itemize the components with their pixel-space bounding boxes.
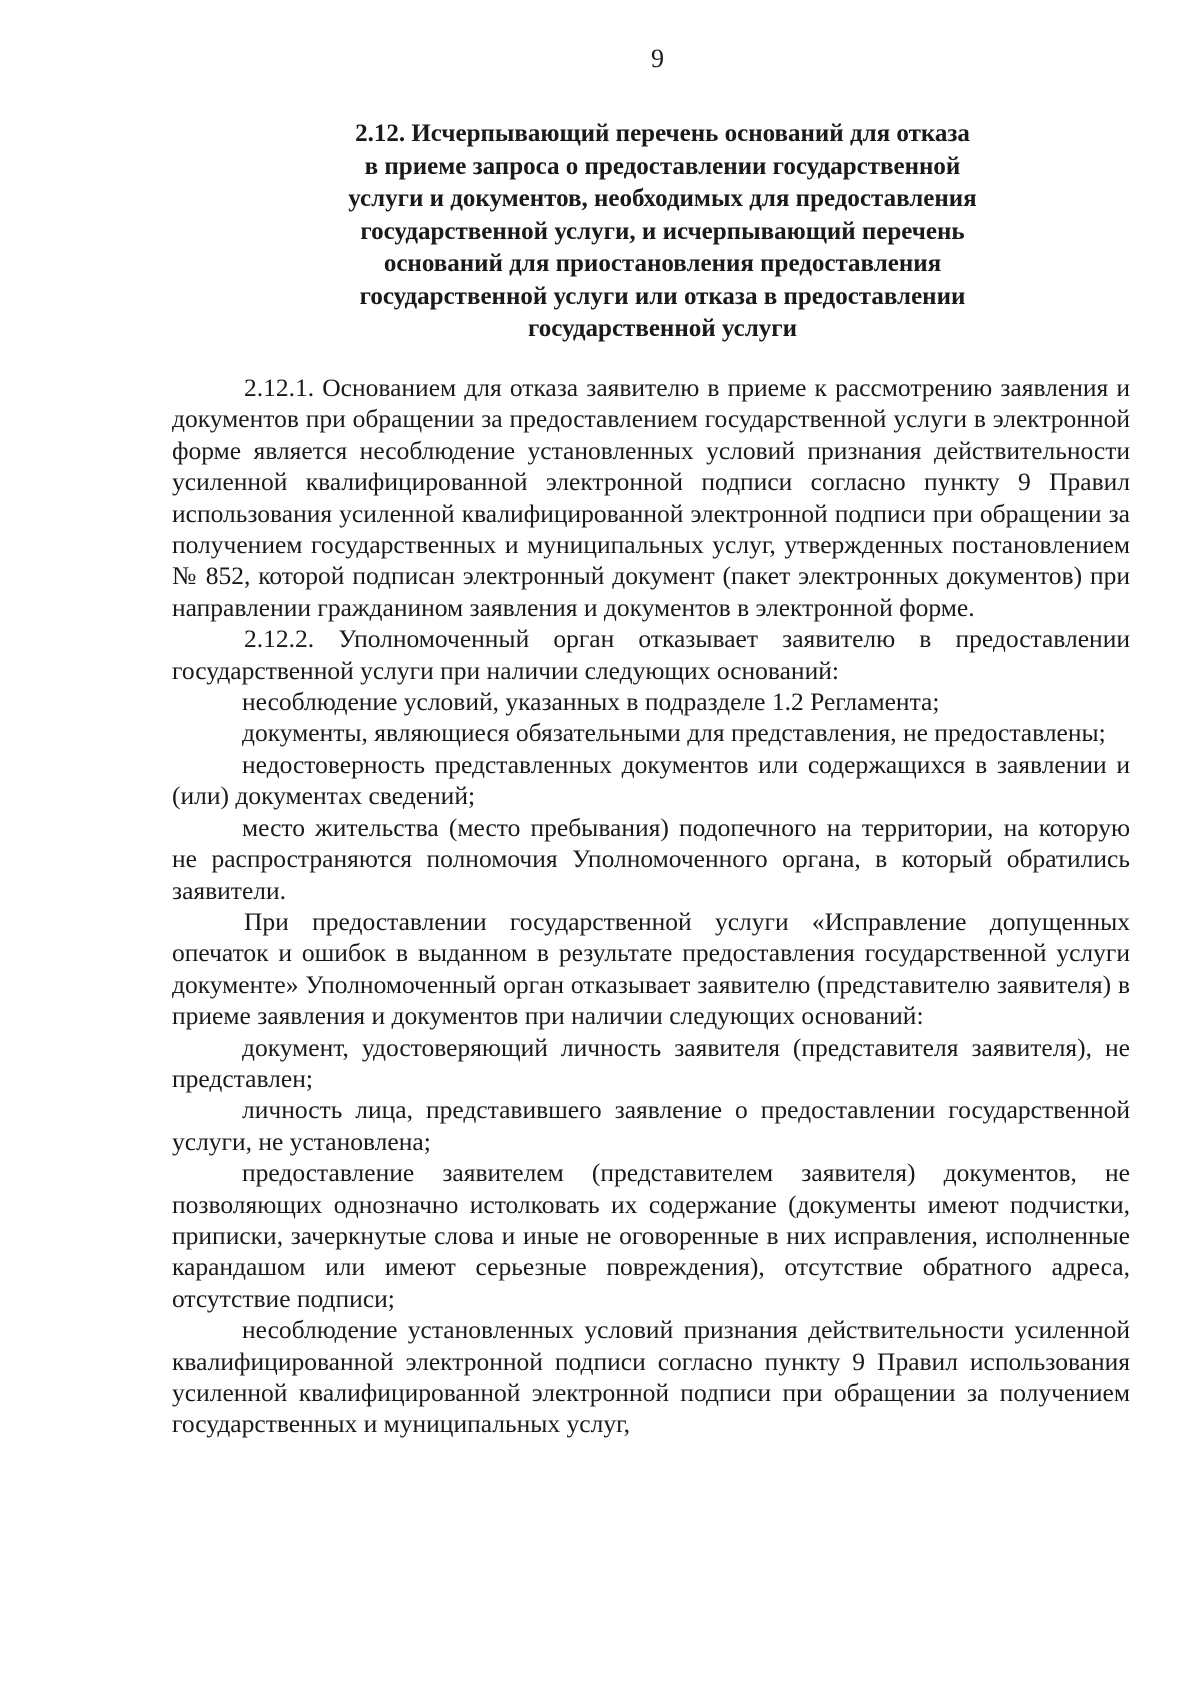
heading-line: государственной услуги или отказа в предоставлении — [359, 282, 966, 310]
paragraph-2-12-2: 2.12.2. Уполномоченный орган отказывает заявителю в предоставлении государственной услуги при наличии следующих оснований: — [172, 624, 1130, 685]
paragraph-correction-service: При предоставлении государственной услуги «Исправление допущенных опечаток и ошибок в выданном в результате предоставления государственной услуги документе» Уполномоченный орган отказывает заявителю (представителю заявителя) в приеме заявления и документов при наличии следующих оснований: — [172, 906, 1130, 1031]
document-body — [172, 372, 1130, 1440]
list-item: документы, являющиеся обязательными для представления, не предоставлены; — [242, 718, 1106, 748]
list-item: несоблюдение условий, указанных в подразделе 1.2 Регламента; — [242, 687, 940, 717]
heading-line: услуги и документов, необходимых для предоставления — [348, 185, 977, 212]
list-item: личность лица, представившего заявление о предоставлении государственной услуги, не установлена; — [172, 1095, 1130, 1156]
list-item: недостоверность представленных документов или содержащихся в заявлении и (или) документах сведений; — [172, 749, 1130, 811]
heading-line: в приеме запроса о предоставлении государственной — [364, 152, 961, 180]
heading-line: государственной услуги — [527, 315, 798, 342]
paragraph-2-12-1: 2.12.1. Основанием для отказа заявителю в приеме к рассмотрению заявления и документов при обращении за предоставлением государственной услуги в электронной форме является несоблюдение установленных условий признания действительности усиленной квалифицированной электронной подписи согласно пункту 9 Правил использования усиленной квалифицированной электронной подписи при обращении за получением государственных и муниципальных услуг, утвержденных постановлением № 852, которой подписан электронный документ (пакет электронных документов) при направлении гражданином заявления и документов в электронной форме. — [172, 373, 1130, 622]
list-item: предоставление заявителем (представителем заявителя) документов, не позволяющих однозначно истолковать их содержание (документы имеют подчистки, приписки, зачеркнутые слова и иные не оговоренные в них исправления, исполненные карандашом или имеют серьезные повреждения), отсутствие обратного адреса, отсутствие подписи; — [172, 1158, 1130, 1313]
list-item: место жительства (место пребывания) подопечного на территории, на которую не распространяются полномочия Уполномоченного органа, в который обратились заявители. — [172, 812, 1130, 905]
page-number: 9 — [651, 44, 664, 73]
heading-line: государственной услуги, и исчерпывающий перечень — [360, 217, 965, 245]
section-heading — [300, 118, 1025, 346]
heading-line: оснований для приостановления предоставления — [383, 250, 942, 277]
list-item: документ, удостоверяющий личность заявителя (представителя заявителя), не представлен; — [172, 1032, 1130, 1093]
list-item: несоблюдение установленных условий признания действительности усиленной квалифицированной электронной подписи согласно пункту 9 Правил использования усиленной квалифицированной электронной подписи при обращении за получением государственных и муниципальных услуг, — [172, 1315, 1130, 1439]
heading-line: 2.12. Исчерпывающий перечень оснований для отказа — [355, 120, 970, 147]
